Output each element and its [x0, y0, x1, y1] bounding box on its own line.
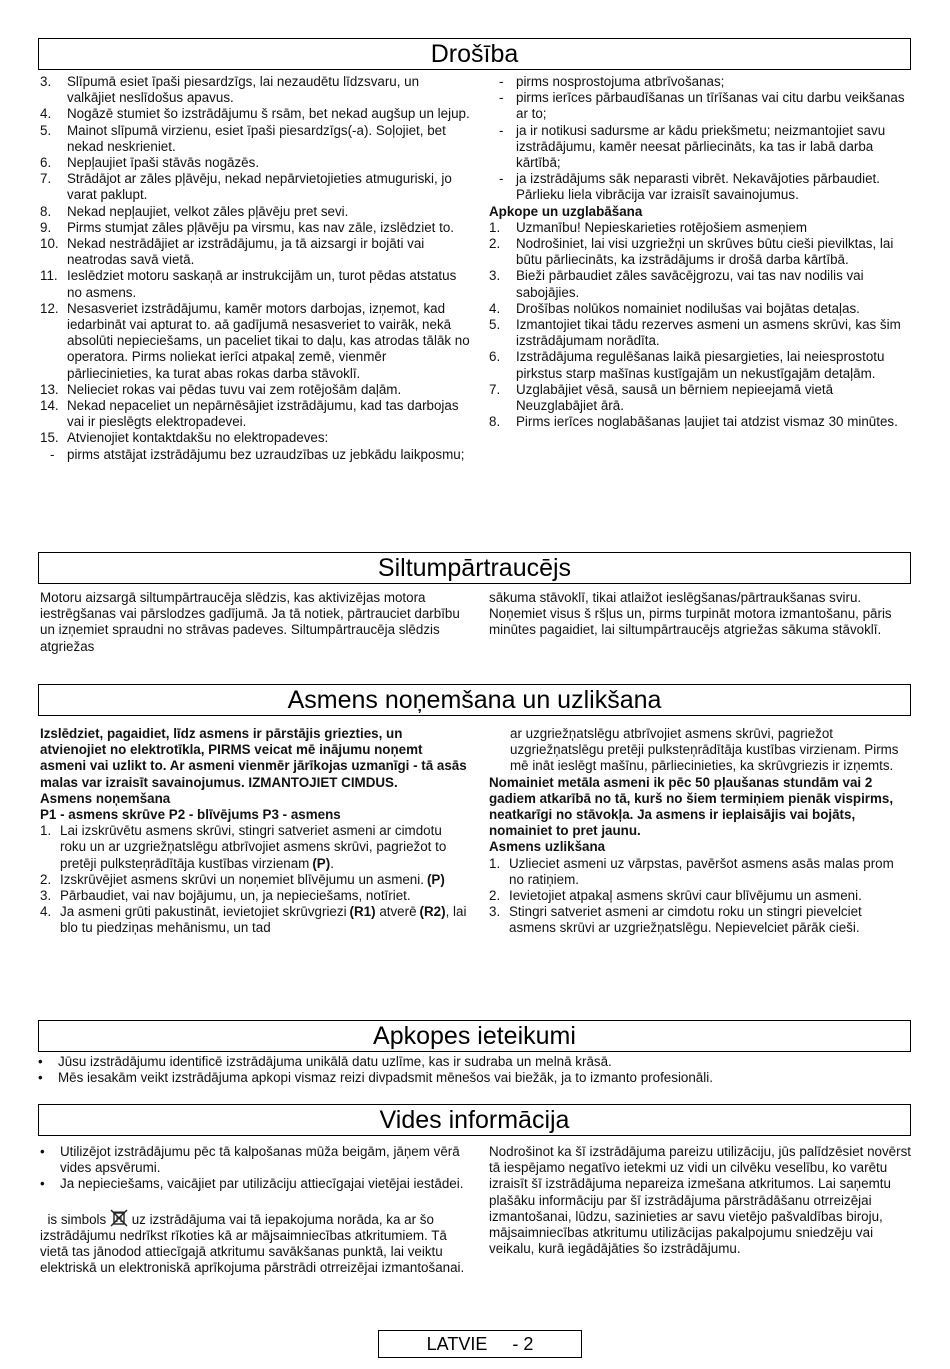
list-item-text: Izskrūvējiet asmens skrūvi un noņemiet blīvējumu un asmeni.: [60, 871, 424, 887]
list-item: [40, 74, 470, 106]
list-item-text: pirms ierīces pārbaudīšanas un tīrīšanas vai citu darbu veikšanas ar to;: [516, 90, 905, 122]
list-item: [489, 904, 911, 936]
list-item-text: Slīpumā esiet īpaši piesardzīgs, lai nezaudētu līdzsvaru, un valkājiet neslīdošus apavus.: [67, 74, 420, 106]
blade-right-column: [489, 726, 911, 937]
blade-warning: Izslēdziet, pagaidiet, līdz asmens ir pārstājis griezties, un atvienojiet no elektrotīkla, PIRMS veicat mē inājumu noņemt asmeni vai uzlikt to. Ar asmeni vienmēr jārīkojas uzmanīgi - tā asās malas var izraisīt savainojumus. IZMANTOJIET CIMDUS.: [40, 726, 467, 790]
thermal-text-left: Motoru aizsargā siltumpārtraucēja slēdzis, kas aktivizējas motora iestrēgšanas vai pārslodzes gadījumā. Ja tā notiek, pārtrauciet darbību un izņemiet spraudni no strāvas padeves. Siltumpārtraucēja slēdzis atgriežas: [40, 590, 460, 654]
list-item-text: Izmantojiet tikai tādu rezerves asmeni un asmens skrūvi, kas šim izstrādājumam norādīta.: [516, 317, 901, 349]
list-item-marker: 3.: [40, 888, 52, 904]
list-item: [40, 430, 470, 446]
blade-remove-continued: ar uzgriežņatslēgu atbrīvojiet asmens skrūvi, pagriežot uzgriežņatslēgu pretēji pulksteņrādītāja kustības virzienam. Pirms mē ināt ieslēgt mašīnu, pārliecinieties, ka skrūvgriezis ir izņemts.: [510, 726, 899, 774]
safety-dash-list-right: [489, 74, 911, 204]
list-item-marker: 1.: [489, 855, 501, 871]
list-item-ref: (R1): [349, 904, 376, 920]
list-item-marker: 1.: [40, 823, 52, 839]
list-item-text: Nodrošiniet, lai visi uzgriežņi un skrūves būtu cieši pievilktas, lai būtu pārliecināts, ka izstrādājums ir drošā darba kārtībā.: [516, 236, 894, 268]
list-item-marker: 10.: [40, 236, 59, 252]
list-item: [40, 268, 470, 300]
list-item-text: Uzmanību! Nepieskarieties rotējošiem asmeņiem: [516, 219, 807, 235]
safety-left-column: [40, 74, 470, 463]
list-item-text: Ja asmeni grūti pakustināt, ievietojiet skrūvgriezi: [60, 904, 347, 920]
list-item: [38, 1054, 911, 1070]
list-item-marker: -: [499, 74, 504, 89]
list-item-text: Atvienojiet kontaktdakšu no elektropadeves:: [67, 430, 329, 446]
list-item-text: Mēs iesakām veikt izstrādājuma apkopi vismaz reizi divpadsmit mēnešos vai biežāk, ja to izmanto profesionāli.: [58, 1070, 713, 1086]
list-item: [40, 447, 470, 463]
list-item-text: Pirms ierīces noglabāšanas ļaujiet tai atdzist vismaz 30 minūtes.: [516, 414, 898, 430]
list-item: [489, 888, 911, 904]
blade-fit-heading: Asmens uzlikšana: [489, 839, 606, 855]
list-item: [40, 171, 470, 203]
section-title-safety: Drošība: [38, 38, 911, 70]
list-item: [489, 301, 911, 317]
list-item-marker: 3.: [489, 268, 501, 284]
list-item-marker: 2.: [489, 236, 501, 252]
env-symbol-paragraph: [40, 1209, 470, 1277]
list-item-marker: 3.: [40, 74, 52, 89]
blade-replace-note: Nomainiet metāla asmeni ik pēc 50 pļaušanas stundām vai 2 gadiem atkarībā no tā, kurš no šiem termiņiem pienāk vispirms, neatkarīgi no stāvokļa. Ja asmens ir ieplaisājis vai bojāts, nomainiet to pret jaunu.: [489, 774, 894, 839]
list-item: [489, 268, 911, 300]
list-item: [40, 301, 470, 382]
list-item-text: Mainot slīpumā virzienu, esiet īpaši piesardzīgs(-a). Soļojiet, bet nekad neskrieniet.: [67, 122, 446, 154]
list-item-text: Nogāzē stumiet šo izstrādājumu š rsām, bet nekad augšup un lejup.: [67, 106, 470, 122]
list-item-marker: -: [499, 122, 504, 138]
list-item: [40, 155, 470, 171]
env-symbol-text-b: uz izstrādājuma vai tā iepakojuma norāda, ka ar šo izstrādājumu nedrīkst rīkoties kā ar mājsaimniecības atkritumiem. Tā vietā tas jānodod attiecīgajā atkritumu savākšanas punktā, lai veiktu elektriskā un elektroniskā aprīkojuma pārstrādi otrreizējai izmantošanai.: [40, 1211, 465, 1276]
list-item-text: Strādājot ar zāles pļāvēju, nekad nepārvietojieties atmuguriski, jo varat paklupt.: [67, 171, 452, 203]
list-item-marker: 15.: [40, 430, 59, 446]
list-item: [489, 171, 911, 203]
list-item: [489, 220, 911, 236]
list-item-text: ja ir notikusi sadursme ar kādu priekšmetu; neizmantojiet savu izstrādājumu, kamēr neesat pārliecināts, ka tas ir labā darba kārtībā;: [516, 122, 886, 171]
list-item-text: Nekad nestrādājiet ar izstrādājumu, ja tā aizsargi ir bojāti vai neatrodas savā vietā.: [67, 236, 425, 268]
blade-remove-list: [40, 823, 470, 936]
list-item-text: Nekad nepaceliet un nepārnēsājiet izstrādājumu, kad tas darbojas vai ir pieslēgts elektropadevei.: [67, 398, 459, 430]
list-item-text: Nesasveriet izstrādājumu, kamēr motors darbojas, izņemot, kad iedarbināt vai apturat to. aā gadījumā nesasveriet to vairāk, nekā absolūti nepieciešams, un paceliet tikai to daļu, kas atrodas tālāk no operatora. Pirms noliekat ierīci atpakaļ zemē, vienmēr pārliecinieties, ka turat abas rokas darba stāvoklī.: [67, 300, 470, 381]
list-item-marker: 6.: [40, 155, 52, 171]
list-item-text: Ievietojiet atpakaļ asmens skrūvi caur blīvējumu un asmeni.: [509, 888, 862, 904]
blade-remove-heading: Asmens noņemšana: [40, 790, 171, 806]
list-item-text: Uzglabājiet vēsā, sausā un bērniem nepieejamā vietā Neuzglabājiet ārā.: [516, 381, 834, 414]
list-item: [38, 1070, 911, 1086]
list-item-text: Nelieciet rokas vai pēdas tuvu vai zem rotējošām daļām.: [67, 381, 402, 397]
env-right-text: Nodrošinot ka šī izstrādājuma pareizu utilizāciju, jūs palīdzēsiet novērst tā iespējamo negatīvo ietekmi uz vidi un cilvēku veselību, ko varētu izraisīt šī izstrādājuma nepareiza izmešana atkritumos. Lai saņemtu plašāku informāciju par šī izstrādājuma pārstrādāšanu otrreizējai izmantošanai, lūdzu, sazinieties ar savu vietējo pašvaldības biroju, mājsaimniecības atkritumu utilizācijas pakalpojumu sniedzēju vai veikalu, kurā iegādājāties šo izstrādājumu.: [489, 1144, 912, 1257]
safety-dash-list-left: [40, 447, 470, 463]
list-item: [40, 236, 470, 268]
list-item-marker: -: [499, 171, 504, 187]
list-item-text: Ieslēdziet motoru saskaņā ar instrukcijām un, turot pēdas atstatus no asmens.: [67, 268, 457, 300]
list-item-marker: -: [50, 446, 55, 462]
list-item-text: , lai blo tu piedziņas mehānismu, un tad: [60, 904, 467, 936]
list-item: [489, 856, 911, 888]
list-item-marker: 5.: [40, 122, 52, 138]
list-item-marker: 9.: [40, 219, 52, 235]
env-left-column: [40, 1144, 470, 1276]
section-title-thermal: Siltumpārtraucējs: [38, 552, 911, 584]
safety-right-column: [489, 74, 911, 430]
list-item: [40, 204, 470, 220]
maintenance-list: [38, 1054, 911, 1086]
list-item-text: Ja nepieciešams, vaicājiet par utilizāciju attiecīgajai vietējai iestādei.: [60, 1176, 464, 1192]
care-list: [489, 220, 911, 431]
list-item: [489, 236, 911, 268]
list-item-text: Stingri satveriet asmeni ar cimdotu roku un stingri pievelciet asmens skrūvi ar uzgriežņatslēgu. Nepievelciet pārāk cieši.: [509, 904, 862, 936]
list-item-ref: (R2): [419, 904, 446, 920]
blade-fit-list: [489, 856, 911, 937]
list-item-marker: 1.: [489, 219, 501, 235]
list-item-text: pirms nosprostojuma atbrīvošanas;: [516, 74, 725, 89]
list-item-text: Nepļaujiet īpaši stāvās nogāzēs.: [67, 155, 260, 171]
list-item: [40, 382, 470, 398]
list-item: [489, 349, 911, 381]
section-title-environment: Vides informācija: [38, 1104, 911, 1136]
list-item-marker: •: [40, 1144, 45, 1159]
list-item-text: .: [330, 855, 334, 871]
list-item-marker: 7.: [489, 381, 501, 397]
list-item-ref: (P): [426, 871, 445, 887]
list-item-text: Jūsu izstrādājumu identificē izstrādājuma unikālā datu uzlīme, kas ir sudraba un melnā krāsā.: [58, 1054, 612, 1069]
blade-left-column: [40, 726, 470, 937]
list-item: [40, 398, 470, 430]
list-item-marker: 8.: [40, 203, 52, 219]
list-item-marker: 4.: [40, 106, 52, 122]
list-item: [489, 123, 911, 172]
page-footer: LATVIE - 2: [378, 1330, 582, 1358]
list-item: [489, 414, 911, 430]
list-item: [40, 904, 470, 936]
blade-parts-legend: P1 - asmens skrūve P2 - blīvējums P3 - asmens: [40, 807, 341, 823]
list-item: [489, 317, 911, 349]
list-item-text: Uzlieciet asmeni uz vārpstas, pavēršot asmens asās malas prom no ratiņiem.: [509, 855, 894, 887]
list-item-marker: 8.: [489, 414, 501, 430]
list-item: [489, 74, 911, 90]
list-item-marker: 4.: [489, 300, 501, 316]
list-item: [489, 90, 911, 122]
list-item-marker: -: [499, 90, 504, 106]
list-item-text: Lai izskrūvētu asmens skrūvi, stingri satveriet asmeni ar cimdotu roku un ar uzgriežņatslēgu atbrīvojiet asmens skrūvi, pagriežot to pretēji pulksteņrādītāja kustības virzienam: [60, 823, 447, 871]
section-title-blade: Asmens noņemšana un uzlikšana: [38, 684, 911, 716]
list-item-marker: •: [38, 1070, 43, 1086]
list-item-marker: •: [38, 1054, 43, 1069]
list-item-text: Pirms stumjat zāles pļāvēju pa virsmu, kas nav zāle, izslēdziet to.: [67, 219, 454, 235]
env-symbol-text-a: is simbols: [40, 1211, 107, 1227]
care-heading: Apkope un uzglabāšana: [489, 203, 643, 219]
list-item-marker: 4.: [40, 904, 52, 920]
list-item-marker: 12.: [40, 300, 59, 316]
list-item-text: Izstrādājuma regulēšanas laikā piesargieties, lai neiesprostotu pirkstus starp mašīnas kustīgajām un nekustīgajām detaļām.: [516, 349, 885, 381]
list-item-text: Drošības nolūkos nomainiet nodilušas vai bojātas detaļas.: [516, 300, 860, 316]
list-item: [40, 123, 470, 155]
list-item: [40, 872, 470, 888]
list-item-text: ja izstrādājums sāk neparasti vibrēt. Nekavājoties pārbaudiet. Pārlieku liela vibrācija var izraisīt savainojumus.: [516, 171, 880, 203]
list-item-text: Bieži pārbaudiet zāles savācējgrozu, vai tas nav nodilis vai sabojājies.: [516, 268, 864, 300]
list-item-marker: 7.: [40, 171, 52, 187]
list-item-marker: 14.: [40, 398, 59, 414]
env-left-list: [40, 1144, 470, 1193]
list-item-marker: 3.: [489, 904, 501, 920]
list-item-marker: 2.: [40, 871, 52, 887]
list-item: [40, 823, 470, 872]
list-item-text: Pārbaudiet, vai nav bojājumu, un, ja nepieciešams, notīriet.: [60, 888, 411, 904]
list-item-marker: 13.: [40, 381, 59, 397]
list-item-marker: 5.: [489, 317, 501, 333]
list-item: [40, 220, 470, 236]
list-item: [489, 382, 911, 414]
list-item-text: Utilizējot izstrādājumu pēc tā kalpošanas mūža beigām, jāņem vērā vides apsvērumi.: [60, 1144, 460, 1176]
list-item-text: Nekad nepļaujiet, velkot zāles pļāvēju pret sevi.: [67, 203, 349, 219]
list-item: [40, 1144, 470, 1176]
crossed-bin-icon: [110, 1209, 128, 1227]
list-item-marker: 6.: [489, 349, 501, 365]
safety-list-left: [40, 74, 470, 447]
list-item-text: atverē: [375, 904, 417, 920]
list-item: [40, 1176, 470, 1192]
list-item: [40, 106, 470, 122]
section-title-maintenance: Apkopes ieteikumi: [38, 1020, 911, 1052]
list-item-marker: •: [40, 1176, 45, 1192]
list-item-ref: (P): [312, 855, 331, 871]
list-item-marker: 2.: [489, 888, 501, 904]
list-item-marker: 11.: [40, 268, 58, 284]
thermal-text-right: sākuma stāvoklī, tikai atlaižot ieslēgšanas/pārtraukšanas sviru. Noņemiet visus š ršļus un, pirms turpināt motora izmantošanu, pāris minūtes pagaidiet, lai siltumpārtraucējs atgriežas sākuma stāvoklī.: [489, 590, 892, 638]
list-item: [40, 888, 470, 904]
list-item-text: pirms atstājat izstrādājumu bez uzraudzības uz jebkādu laikposmu;: [67, 446, 465, 462]
